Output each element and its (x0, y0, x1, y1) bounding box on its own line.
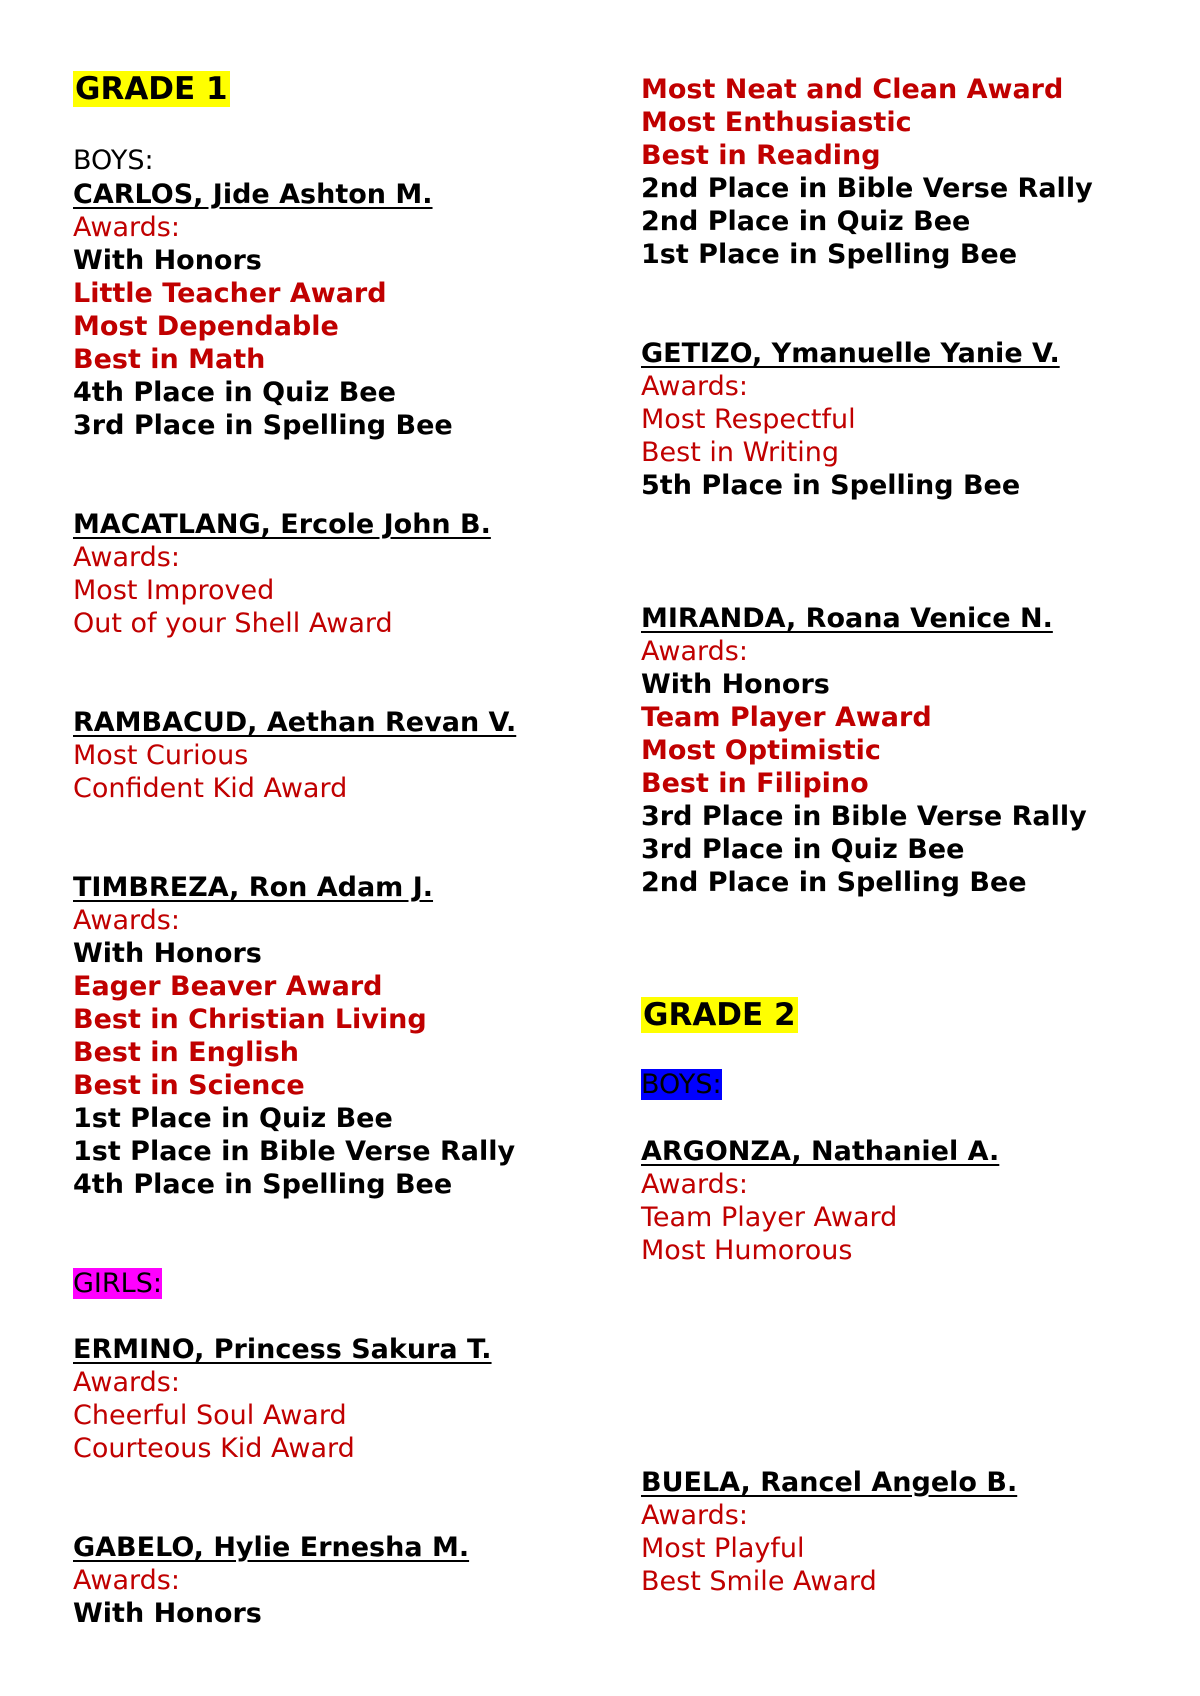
award-item: Most Playful (641, 1533, 805, 1564)
award-item: 4th Place in Spelling Bee (73, 1169, 453, 1200)
award-item: 5th Place in Spelling Bee (641, 470, 1021, 501)
award-item: Best in English (73, 1037, 299, 1068)
award-item: Best in Science (73, 1070, 305, 1101)
award-item: Courteous Kid Award (73, 1433, 355, 1464)
award-item: 2nd Place in Spelling Bee (641, 867, 1027, 898)
award-item: 1st Place in Spelling Bee (641, 239, 1018, 270)
award-item: With Honors (73, 938, 262, 969)
grade1-girls-label: GIRLS: (73, 1268, 162, 1299)
award-item: Best in Writing (641, 437, 839, 468)
student-name-ermino: ERMINO, Princess Sakura T. (73, 1334, 492, 1365)
award-item: 3rd Place in Quiz Bee (641, 834, 965, 865)
award-item: With Honors (73, 1598, 262, 1629)
award-item: Out of your Shell Award (73, 608, 393, 639)
student-name-timbreza: TIMBREZA, Ron Adam J. (73, 872, 434, 903)
awards-label: Awards: (641, 1500, 748, 1531)
grade2-title: GRADE 2 (643, 997, 796, 1033)
award-item: Little Teacher Award (73, 278, 387, 309)
awards-label: Awards: (641, 371, 748, 402)
award-item: 3rd Place in Spelling Bee (73, 410, 453, 441)
student-name-getizo: GETIZO, Ymanuelle Yanie V. (641, 338, 1060, 369)
grade2-boys-heading (641, 1068, 722, 1101)
award-item: Cheerful Soul Award (73, 1400, 347, 1431)
award-item: 2nd Place in Bible Verse Rally (641, 173, 1093, 204)
awards-label: Awards: (73, 905, 180, 936)
grade2-heading (641, 996, 798, 1034)
student-name-buela: BUELA, Rancel Angelo B. (641, 1467, 1018, 1498)
award-item: With Honors (73, 245, 262, 276)
award-item: 2nd Place in Quiz Bee (641, 206, 971, 237)
awards-label: Awards: (641, 1169, 748, 1200)
award-item: Best in Reading (641, 140, 881, 171)
award-item: Most Curious (73, 740, 249, 771)
student-name-rambacud: RAMBACUD, Aethan Revan V. (73, 707, 517, 738)
award-item: 1st Place in Bible Verse Rally (73, 1136, 516, 1167)
award-item: With Honors (641, 669, 830, 700)
award-item: Confident Kid Award (73, 773, 348, 804)
award-item: Team Player Award (641, 1202, 898, 1233)
award-item: Most Dependable (73, 311, 339, 342)
grade2-boys-label: BOYS: (641, 1069, 722, 1100)
award-item: 4th Place in Quiz Bee (73, 377, 396, 408)
grade1-title: GRADE 1 (75, 71, 228, 107)
awards-label: Awards: (73, 542, 180, 573)
award-item: 1st Place in Quiz Bee (73, 1103, 393, 1134)
grade1-girls-heading (73, 1267, 162, 1300)
student-name-argonza: ARGONZA, Nathaniel A. (641, 1136, 1000, 1167)
award-item: Best in Math (73, 344, 266, 375)
student-name-miranda: MIRANDA, Roana Venice N. (641, 603, 1053, 634)
award-item: Best in Christian Living (73, 1004, 427, 1035)
award-item: Eager Beaver Award (73, 971, 383, 1002)
awards-label: Awards: (641, 636, 748, 667)
student-name-gabelo: GABELO, Hylie Ernesha M. (73, 1532, 470, 1563)
award-item: Most Enthusiastic (641, 107, 912, 138)
award-item: Most Improved (73, 575, 275, 606)
award-item: Most Respectful (641, 404, 856, 435)
student-name-carlos: CARLOS, Jide Ashton M. (73, 179, 433, 210)
award-item: Best Smile Award (641, 1566, 877, 1597)
grade1-heading (73, 70, 230, 108)
award-item: 3rd Place in Bible Verse Rally (641, 801, 1087, 832)
awards-label: Awards: (73, 1565, 180, 1596)
award-item: Team Player Award (641, 702, 932, 733)
award-item: Most Humorous (641, 1235, 853, 1266)
grade1-boys-label: BOYS: (73, 145, 154, 176)
student-name-macatlang: MACATLANG, Ercole John B. (73, 509, 491, 540)
award-item: Most Optimistic (641, 735, 881, 766)
awards-label: Awards: (73, 1367, 180, 1398)
award-item: Best in Filipino (641, 768, 869, 799)
awards-label: Awards: (73, 212, 180, 243)
award-item: Most Neat and Clean Award (641, 74, 1064, 105)
